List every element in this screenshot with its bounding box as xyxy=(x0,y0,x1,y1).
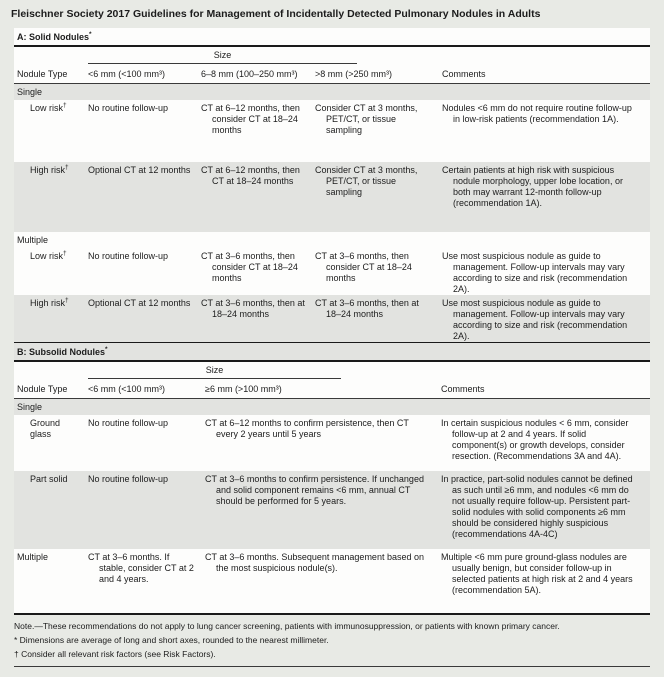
column-header-comments: Comments xyxy=(442,69,486,79)
column-header-ge6mm: ≥6 mm (>100 mm³) xyxy=(205,384,282,395)
spacer xyxy=(14,50,88,64)
cell-6-8mm: CT at 3–6 months, then at 18–24 months xyxy=(201,298,305,319)
row-label: Part solid xyxy=(30,474,68,485)
dagger-mark: † xyxy=(65,297,69,304)
column-header-lt6mm: <6 mm (<100 mm³) xyxy=(88,69,166,79)
dagger-mark: † xyxy=(63,102,67,109)
cell-lt6mm: No routine follow-up xyxy=(88,474,169,485)
group-label-multiple-a: Multiple xyxy=(14,232,650,248)
cell-comments: Nodules <6 mm do not require routine follow-up in low-risk patients (recommendation 1A). xyxy=(442,103,632,124)
page-title: Fleischner Society 2017 Guidelines for Management of Incidentally Detected Pulmonary Nodules in Adults xyxy=(11,8,541,20)
size-header-row-a xyxy=(14,47,650,64)
footnote-asterisk: * Dimensions are average of long and short axes, rounded to the nearest millimeter. xyxy=(14,635,329,646)
table-row-single-high-risk xyxy=(14,162,650,232)
spacer xyxy=(0,667,664,677)
row-label-text: Low risk xyxy=(30,251,64,261)
column-header-nodule-type: Nodule Type xyxy=(17,384,68,395)
section-a-table xyxy=(14,28,650,342)
row-label: Ground glass xyxy=(30,418,61,440)
cell-lt6mm: No routine follow-up xyxy=(88,418,169,429)
size-group-label-a: Size xyxy=(88,50,357,64)
column-header-nodule-type: Nodule Type xyxy=(17,69,68,79)
cell-lt6mm: Optional CT at 12 months xyxy=(88,165,191,175)
row-label xyxy=(14,295,88,342)
cell-comments: Certain patients at high risk with suspicious nodule morphology, upper lobe location, or both may warrant 12-month follow-up (recommendation 1A). xyxy=(442,165,623,208)
cell-comments: Multiple <6 mm pure ground-glass nodules are usually benign, but consider follow-up in selected patients at high risk at 2 and 4 years (recommendation 5A). xyxy=(441,552,633,596)
section-b-heading-mark: * xyxy=(105,346,108,354)
column-header-row-b xyxy=(14,379,650,398)
cell-lt6mm: CT at 3–6 months. If stable, consider CT at 2 and 4 years. xyxy=(88,552,194,585)
section-a-heading-mark: * xyxy=(89,31,92,38)
cell-comments: Use most suspicious nodule as guide to management. Follow-up intervals may vary according to size and risk (recommendation 2A). xyxy=(442,298,628,341)
table-row-multiple-high-risk xyxy=(14,295,650,342)
row-label xyxy=(14,248,88,295)
cell-ge6mm: CT at 3–6 months to confirm persistence. If unchanged and solid component remains <6 mm, annual CT should be performed for 5 years. xyxy=(205,474,424,507)
row-label-text: Low risk xyxy=(30,103,64,113)
dagger-mark: † xyxy=(65,164,69,171)
cell-ge6mm: CT at 6–12 months to confirm persistence, then CT every 2 years until 5 years xyxy=(205,418,409,440)
row-label xyxy=(14,100,88,162)
cell-lt6mm: Optional CT at 12 months xyxy=(88,298,191,308)
row-label xyxy=(14,162,88,232)
table-row-multiple-subsolid xyxy=(14,549,650,613)
cell-gt8mm: CT at 3–6 months, then at 18–24 months xyxy=(315,298,419,319)
footnotes xyxy=(14,615,650,666)
footnote-note: Note.—These recommendations do not apply to lung cancer screening, patients with immunosuppression, or patients with known primary cancer. xyxy=(14,621,560,632)
cell-comments: Use most suspicious nodule as guide to management. Follow-up intervals may vary according to size and risk (recommendation 2A). xyxy=(442,251,628,294)
cell-lt6mm: No routine follow-up xyxy=(88,251,169,261)
footnote-dagger: † Consider all relevant risk factors (see Risk Factors). xyxy=(14,649,216,660)
group-label-single-a: Single xyxy=(14,84,650,100)
cell-6-8mm: CT at 6–12 months, then CT at 18–24 months xyxy=(201,165,300,186)
cell-ge6mm: CT at 3–6 months. Subsequent management based on the most suspicious nodule(s). xyxy=(205,552,424,574)
spacer xyxy=(14,365,88,379)
row-label-text: High risk xyxy=(30,298,66,308)
cell-gt8mm: Consider CT at 3 months, PET/CT, or tissue sampling xyxy=(315,103,418,135)
table-row-part-solid xyxy=(14,471,650,549)
table-row-multiple-low-risk xyxy=(14,248,650,295)
column-header-gt8mm: >8 mm (>250 mm³) xyxy=(315,69,393,79)
row-label-text: High risk xyxy=(30,165,66,175)
size-group-label-b: Size xyxy=(88,365,341,379)
column-header-comments: Comments xyxy=(441,384,485,395)
section-b-heading xyxy=(14,343,650,360)
cell-lt6mm: No routine follow-up xyxy=(88,103,169,113)
row-label: Multiple xyxy=(17,552,49,563)
table-row-single-low-risk xyxy=(14,100,650,162)
cell-gt8mm: CT at 3–6 months, then consider CT at 18–24 months xyxy=(315,251,412,283)
cell-comments: In certain suspicious nodules < 6 mm, consider follow-up at 2 and 4 years. If solid component(s) or growth develops, consider resection. (Recommendations 3A and 4A). xyxy=(441,418,629,462)
group-label-single-b: Single xyxy=(14,399,650,415)
section-b-table xyxy=(14,342,650,616)
section-a-heading-text: A: Solid Nodules xyxy=(17,32,89,42)
size-header-row-b xyxy=(14,362,650,379)
dagger-mark: † xyxy=(63,250,67,257)
column-header-row-a xyxy=(14,64,650,83)
cell-6-8mm: CT at 6–12 months, then consider CT at 18–24 months xyxy=(201,103,300,135)
cell-6-8mm: CT at 3–6 months, then consider CT at 18–24 months xyxy=(201,251,298,283)
section-b-heading-text: B: Subsolid Nodules xyxy=(17,347,106,358)
column-header-6-8mm: 6–8 mm (100–250 mm³) xyxy=(201,69,298,79)
cell-comments: In practice, part-solid nodules cannot be defined as such until ≥6 mm, and nodules <6 mm do not usually require follow-up. Persistent part-solid nodules with solid components ≥6 mm should be considered highly suspicious (recommendations 4A-4C) xyxy=(441,474,633,540)
section-a-heading xyxy=(14,28,650,45)
cell-gt8mm: Consider CT at 3 months, PET/CT, or tissue sampling xyxy=(315,165,418,197)
column-header-lt6mm: <6 mm (<100 mm³) xyxy=(88,384,166,395)
table-row-ground-glass xyxy=(14,415,650,471)
